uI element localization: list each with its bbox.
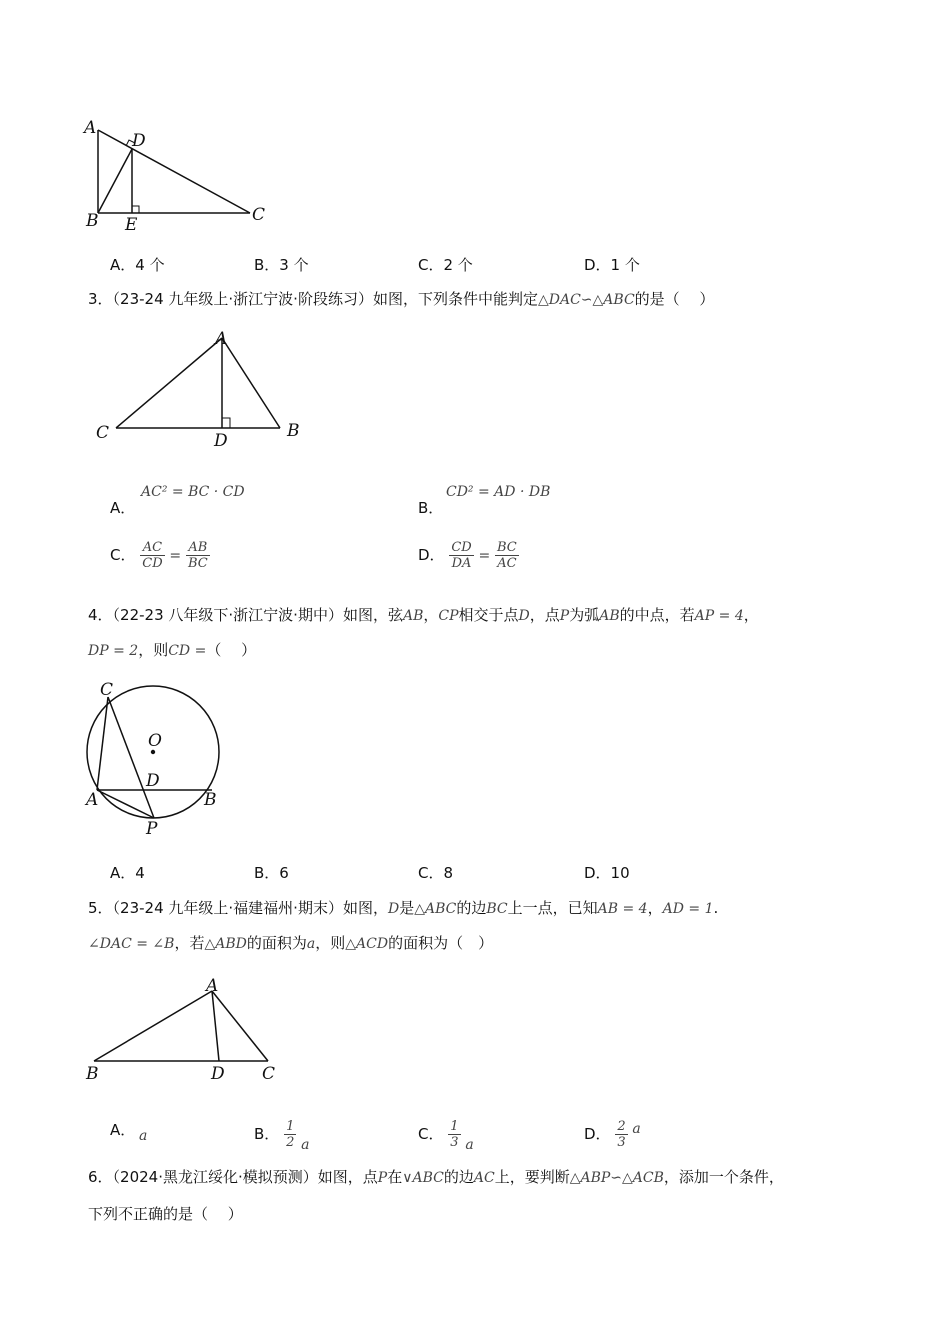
fraction xyxy=(186,540,210,571)
question-text: 的边 xyxy=(443,1168,474,1186)
math: △ABP∽△ACB xyxy=(569,1170,664,1186)
question-text: 上一点，已知 xyxy=(507,899,598,917)
denominator: 3 xyxy=(450,1135,459,1150)
figure-right-triangle-abc xyxy=(80,118,280,238)
option-label: D． xyxy=(418,546,445,564)
q4-option-d[interactable]: D．10 xyxy=(584,864,630,882)
question-text: 如图，弦 xyxy=(342,606,403,624)
figure-triangle-cab xyxy=(92,326,312,451)
numerator: CD xyxy=(451,540,472,555)
label-a: A xyxy=(215,329,228,349)
question-5 xyxy=(88,896,718,921)
question-text: 是 xyxy=(399,899,415,917)
label-a: A xyxy=(206,976,219,996)
question-text: 的中点，若 xyxy=(619,606,695,624)
question-source: （22-23 八年级下·浙江宁波·期中） xyxy=(112,606,343,624)
denominator: AC xyxy=(497,556,517,571)
math: P xyxy=(377,1170,388,1186)
q2-option-a[interactable]: A．4 个 xyxy=(110,256,165,274)
numerator: 1 xyxy=(450,1119,459,1134)
numerator: 2 xyxy=(617,1119,626,1134)
option-label: C． xyxy=(110,546,136,564)
math: △ABD xyxy=(204,936,247,952)
numerator: BC xyxy=(497,540,517,555)
question-number: 6． xyxy=(88,1168,113,1186)
q3-option-a[interactable] xyxy=(110,497,135,518)
math: a xyxy=(306,936,316,952)
question-text: 相交于点 xyxy=(458,606,519,624)
label-o: O xyxy=(148,731,162,751)
label-a: A xyxy=(86,790,99,810)
label-d: D xyxy=(146,771,160,791)
q3-option-d[interactable]: D． $\frac{CD}{DA}$ = $\frac{BC}{AC}$ xyxy=(418,540,517,571)
math: BC xyxy=(486,901,508,917)
question-text: 的边 xyxy=(456,899,487,917)
question-source: （2024·黑龙江绥化·模拟预测） xyxy=(112,1168,318,1186)
q5-option-d[interactable] xyxy=(584,1119,641,1150)
q3-option-b[interactable] xyxy=(418,497,443,518)
label-p: P xyxy=(146,819,158,839)
math: AC xyxy=(473,1170,495,1186)
figure-triangle-bdc xyxy=(82,975,292,1085)
math: a xyxy=(632,1121,641,1137)
option-label: D． xyxy=(584,1125,611,1143)
question-text: 在 xyxy=(387,1168,403,1186)
label-d: D xyxy=(211,1064,225,1084)
denominator: BC xyxy=(187,556,208,571)
fraction xyxy=(495,540,519,571)
option-label: A． xyxy=(110,1121,136,1139)
question-text: 如图，下列条件中能判定 xyxy=(372,290,538,308)
q5-option-a[interactable] xyxy=(110,1119,135,1140)
question-text: ， xyxy=(423,606,439,624)
question-text: ， xyxy=(647,899,663,917)
denominator: 2 xyxy=(286,1135,295,1150)
label-c: C xyxy=(252,205,266,225)
math: △ABC xyxy=(414,901,457,917)
question-source: （23-24 九年级上·福建福州·期末） xyxy=(112,899,343,917)
label-b: B xyxy=(204,790,217,810)
label-c: C xyxy=(100,680,114,700)
q2-option-c[interactable]: C．2 个 xyxy=(418,256,473,274)
math: AB xyxy=(599,608,620,624)
option-label: A． xyxy=(110,499,136,517)
question-6 xyxy=(88,1165,784,1190)
math: DP = 2 xyxy=(88,643,139,659)
label-b: B xyxy=(86,1064,99,1084)
q4-option-c[interactable]: C．8 xyxy=(418,864,454,882)
fraction xyxy=(615,1119,627,1150)
math: AB = 4 xyxy=(597,901,648,917)
question-text: 上，要判断 xyxy=(494,1168,570,1186)
option-label: B． xyxy=(254,1125,280,1143)
question-number: 5． xyxy=(88,899,113,917)
label-c: C xyxy=(96,423,110,443)
option-label: B． xyxy=(418,499,444,517)
math: △ACD xyxy=(345,936,389,952)
math: CD = xyxy=(168,643,207,659)
question-text: 的面积为（ ） xyxy=(388,934,494,952)
question-text: （ ） xyxy=(206,641,257,659)
label-c: C xyxy=(262,1064,276,1084)
math: ∠DAC = ∠B xyxy=(88,936,175,952)
question-5-line2 xyxy=(88,931,493,956)
label-d: D xyxy=(132,131,146,151)
fraction xyxy=(449,540,473,571)
math: AP = 4 xyxy=(694,608,744,624)
question-text: 的面积为 xyxy=(246,934,307,952)
math: AD = 1 xyxy=(662,901,714,917)
question-text: . xyxy=(713,899,719,917)
label-b: B xyxy=(287,421,300,441)
question-number: 3． xyxy=(88,290,113,308)
question-6-line2: 下列不正确的是（ ） xyxy=(88,1205,243,1223)
q5-option-a-math: a xyxy=(139,1128,148,1144)
q4-option-a[interactable]: A．4 xyxy=(110,864,145,882)
q2-option-b[interactable]: B．3 个 xyxy=(254,256,309,274)
option-label: C． xyxy=(418,1125,444,1143)
question-number: 4． xyxy=(88,606,113,624)
question-text: ，则 xyxy=(315,934,346,952)
question-text: ，添加一个条件， xyxy=(663,1168,784,1186)
label-a: A xyxy=(84,118,97,138)
question-source: （23-24 九年级上·浙江宁波·阶段练习） xyxy=(112,290,373,308)
question-text: ，若 xyxy=(174,934,205,952)
numerator: AB xyxy=(186,540,210,556)
fraction xyxy=(448,1119,460,1150)
question-text: 如图，点 xyxy=(317,1168,378,1186)
math: D xyxy=(518,608,530,624)
math: a xyxy=(465,1137,474,1153)
q5-option-b[interactable] xyxy=(254,1119,310,1153)
fraction xyxy=(284,1119,296,1150)
question-text: ，点 xyxy=(529,606,560,624)
figure-circle xyxy=(80,680,240,840)
math: D xyxy=(387,901,400,917)
question-3 xyxy=(88,287,714,312)
numerator: AC xyxy=(140,540,164,556)
q3-option-a-math: AC² = BC · CD xyxy=(141,484,245,500)
math: P xyxy=(559,608,570,624)
label-d: D xyxy=(214,431,228,451)
question-4-line2 xyxy=(88,638,256,663)
denominator: 3 xyxy=(617,1135,626,1150)
q3-option-c[interactable]: C． $\frac{AC}{CD}$ = $\frac{AB}{BC}$ xyxy=(110,540,208,571)
denominator: DA xyxy=(451,556,472,571)
question-text: 的是（ ） xyxy=(634,290,715,308)
denominator: CD xyxy=(142,556,163,571)
label-b: B xyxy=(86,211,99,231)
math: CP xyxy=(438,608,459,624)
q3-option-b-math: CD² = AD · DB xyxy=(446,484,551,500)
question-text: 为弧 xyxy=(569,606,600,624)
question-text: ， xyxy=(743,606,759,624)
question-text: ，则 xyxy=(138,641,169,659)
math: a xyxy=(301,1137,310,1153)
fraction xyxy=(140,540,164,571)
math-condition: △DAC∽△ABC xyxy=(537,292,635,308)
numerator: 1 xyxy=(286,1119,295,1134)
q5-option-c[interactable] xyxy=(418,1119,474,1153)
math: AB xyxy=(402,608,424,624)
q4-option-b[interactable]: B．6 xyxy=(254,864,289,882)
math: ∨ABC xyxy=(402,1170,444,1186)
q2-option-d[interactable]: D．1 个 xyxy=(584,256,640,274)
question-4 xyxy=(88,603,759,628)
question-text: 如图， xyxy=(342,899,388,917)
label-e: E xyxy=(125,215,138,235)
